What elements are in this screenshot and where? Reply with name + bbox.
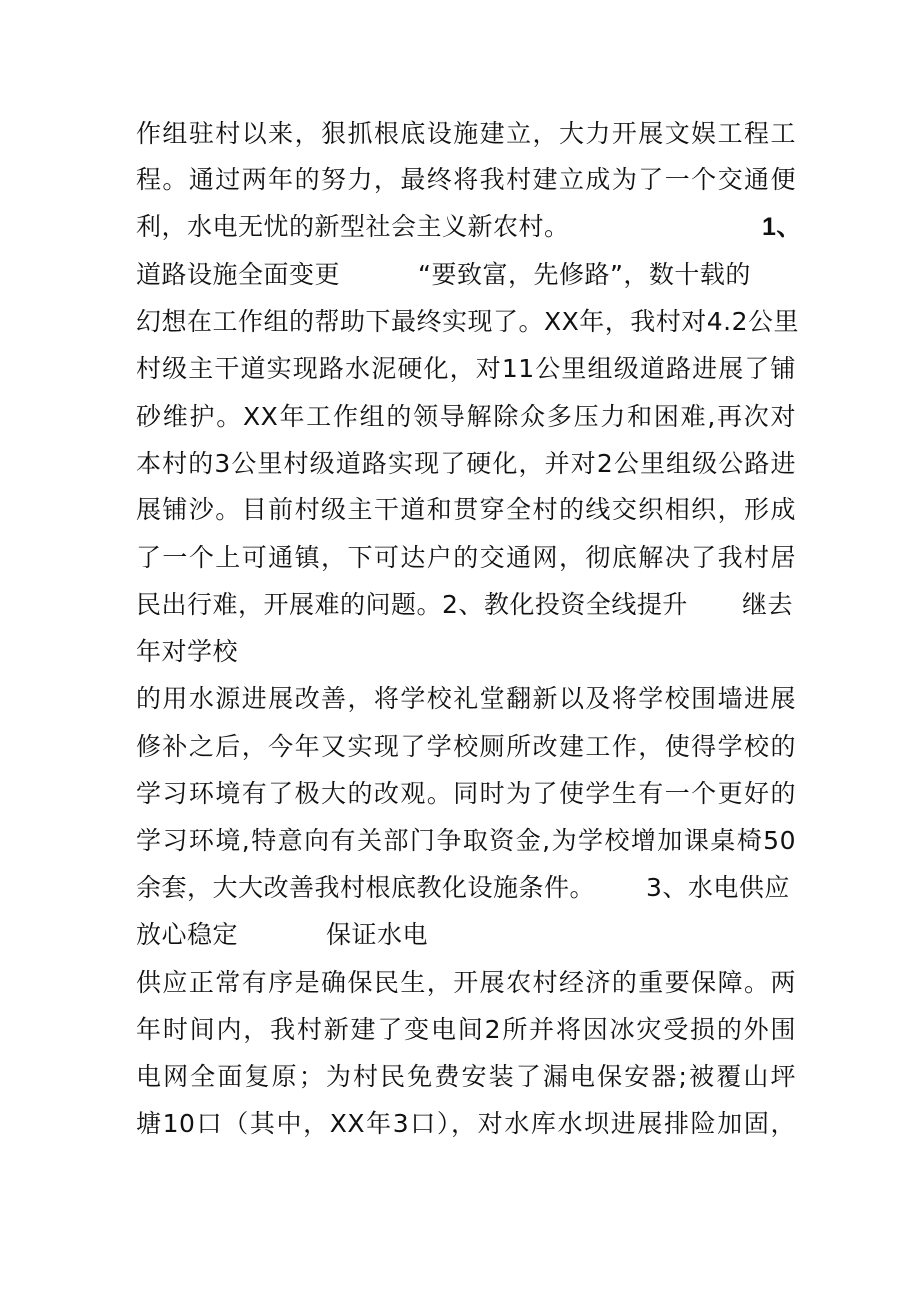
text-line: 学习环境有了极大的改观。同时为了使学生有一个更好的 xyxy=(136,779,796,808)
section-heading: 道路设施全面变更 xyxy=(136,260,341,289)
text-line xyxy=(136,207,802,247)
text-line xyxy=(136,868,796,908)
text-line: 幻想在工作组的帮助下最终实现了。XX年，我村对4.2公里 xyxy=(136,307,800,336)
text-line: 塘10口（其中，XX年3口），对水库水坝进展排险加固， xyxy=(136,1109,796,1138)
text-line: 学习环境,特意向有关部门争取资金,为学校增加课桌椅50 xyxy=(136,826,796,855)
text-line: 电网全面复原；为村民免费安装了漏电保安器;被覆山坪 xyxy=(136,1062,796,1091)
text-line: 程。通过两年的努力，最终将我村建立成为了一个交通便 xyxy=(136,165,796,194)
text-line: 村级主干道实现路水泥硬化，对11公里组级道路进展了铺 xyxy=(136,354,796,383)
text-segment: 民出行难，开展难的问题。2、教化投资全线提升 xyxy=(136,590,688,619)
text-segment: 继去 xyxy=(742,590,794,619)
text-line xyxy=(136,255,796,295)
text-line xyxy=(136,915,796,955)
text-line: 了一个上可通镇，下可达户的交通网，彻底解决了我村居 xyxy=(136,543,796,572)
text-line xyxy=(136,585,796,625)
text-line: 本村的3公里村级道路实现了硬化，并对2公里组级公路进 xyxy=(136,449,796,478)
text-line: 年时间内，我村新建了变电间2所并将因冰灾受损的外围 xyxy=(136,1015,796,1044)
text-line: 的用水源进展改善，将学校礼堂翻新以及将学校围墙进展 xyxy=(136,684,796,713)
section-number: 1、 xyxy=(762,213,802,241)
text-segment: 利，水电无忧的新型社会主义新农村。 xyxy=(136,212,570,241)
text-segment: 余套，大大改善我村根底教化设施条件。 xyxy=(136,873,596,902)
section-heading: 放心稳定 xyxy=(136,920,239,949)
text-line: 作组驻村以来，狠抓根底设施建立，大力开展文娱工程工 xyxy=(136,119,796,148)
text-line: 修补之后，今年又实现了学校厕所改建工作，使得学校的 xyxy=(136,732,796,761)
text-line: 年对学校 xyxy=(136,637,239,666)
text-line: 砂维护。XX年工作组的领导解除众多压力和困难,再次对 xyxy=(136,402,796,431)
text-line: 供应正常有序是确保民生，开展农村经济的重要保障。两 xyxy=(136,968,796,997)
text-line: 展铺沙。目前村级主干道和贯穿全村的线交织相织，形成 xyxy=(136,495,796,524)
text-segment: 保证水电 xyxy=(326,920,429,949)
section-heading: 3、水电供应 xyxy=(646,873,790,902)
text-segment: “要致富，先修路”，数十载的 xyxy=(418,260,751,289)
